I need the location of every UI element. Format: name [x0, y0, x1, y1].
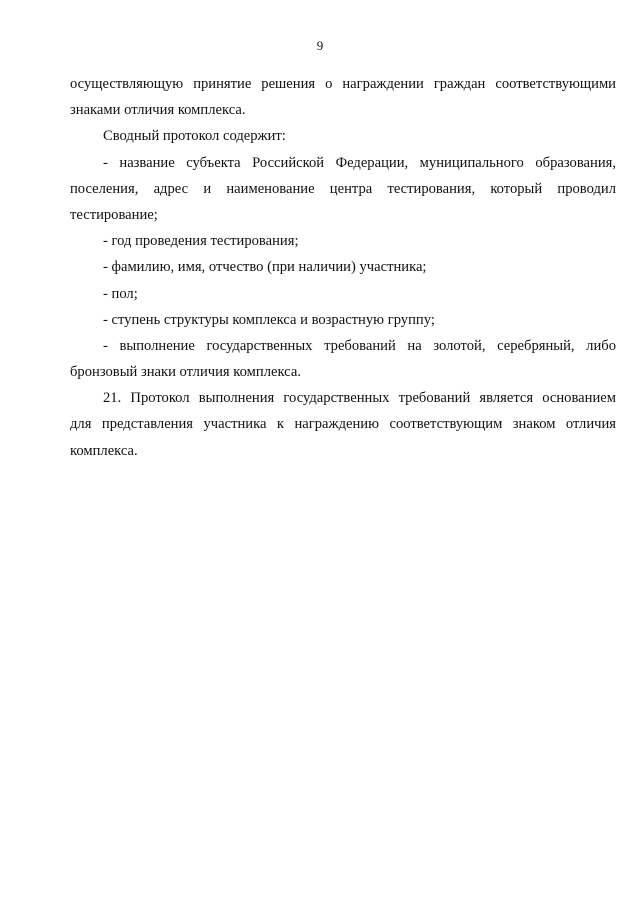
- text-line: знаками отличия комплекса.: [70, 102, 246, 119]
- text-line: Сводный протокол содержит:: [103, 128, 286, 145]
- text-line: бронзовый знаки отличия комплекса.: [70, 364, 301, 381]
- list-item-line: - выполнение государственных требований на золотой, серебряный, либо: [103, 337, 616, 354]
- document-body: [70, 71, 616, 464]
- list-item-line: - год проведения тестирования;: [103, 233, 299, 250]
- text-line: тестирование;: [70, 206, 158, 223]
- page-number: 9: [316, 38, 324, 53]
- list-item-line: - пол;: [103, 285, 138, 302]
- list-item-line: - фамилию, имя, отчество (при наличии) участника;: [103, 259, 427, 276]
- text-line: комплекса.: [70, 442, 138, 459]
- text-line: осуществляющую принятие решения о награждении граждан соответствующими: [70, 76, 616, 92]
- text-line: поселения, адрес и наименование центра тестирования, который проводил: [70, 180, 616, 197]
- list-item-line: - ступень структуры комплекса и возрастную группу;: [103, 311, 435, 328]
- text-line: 21. Протокол выполнения государственных требований является основанием: [103, 390, 616, 407]
- list-item-line: - название субъекта Российской Федерации, муниципального образования,: [103, 154, 616, 171]
- text-line: для представления участника к награждению соответствующим знаком отличия: [70, 416, 616, 433]
